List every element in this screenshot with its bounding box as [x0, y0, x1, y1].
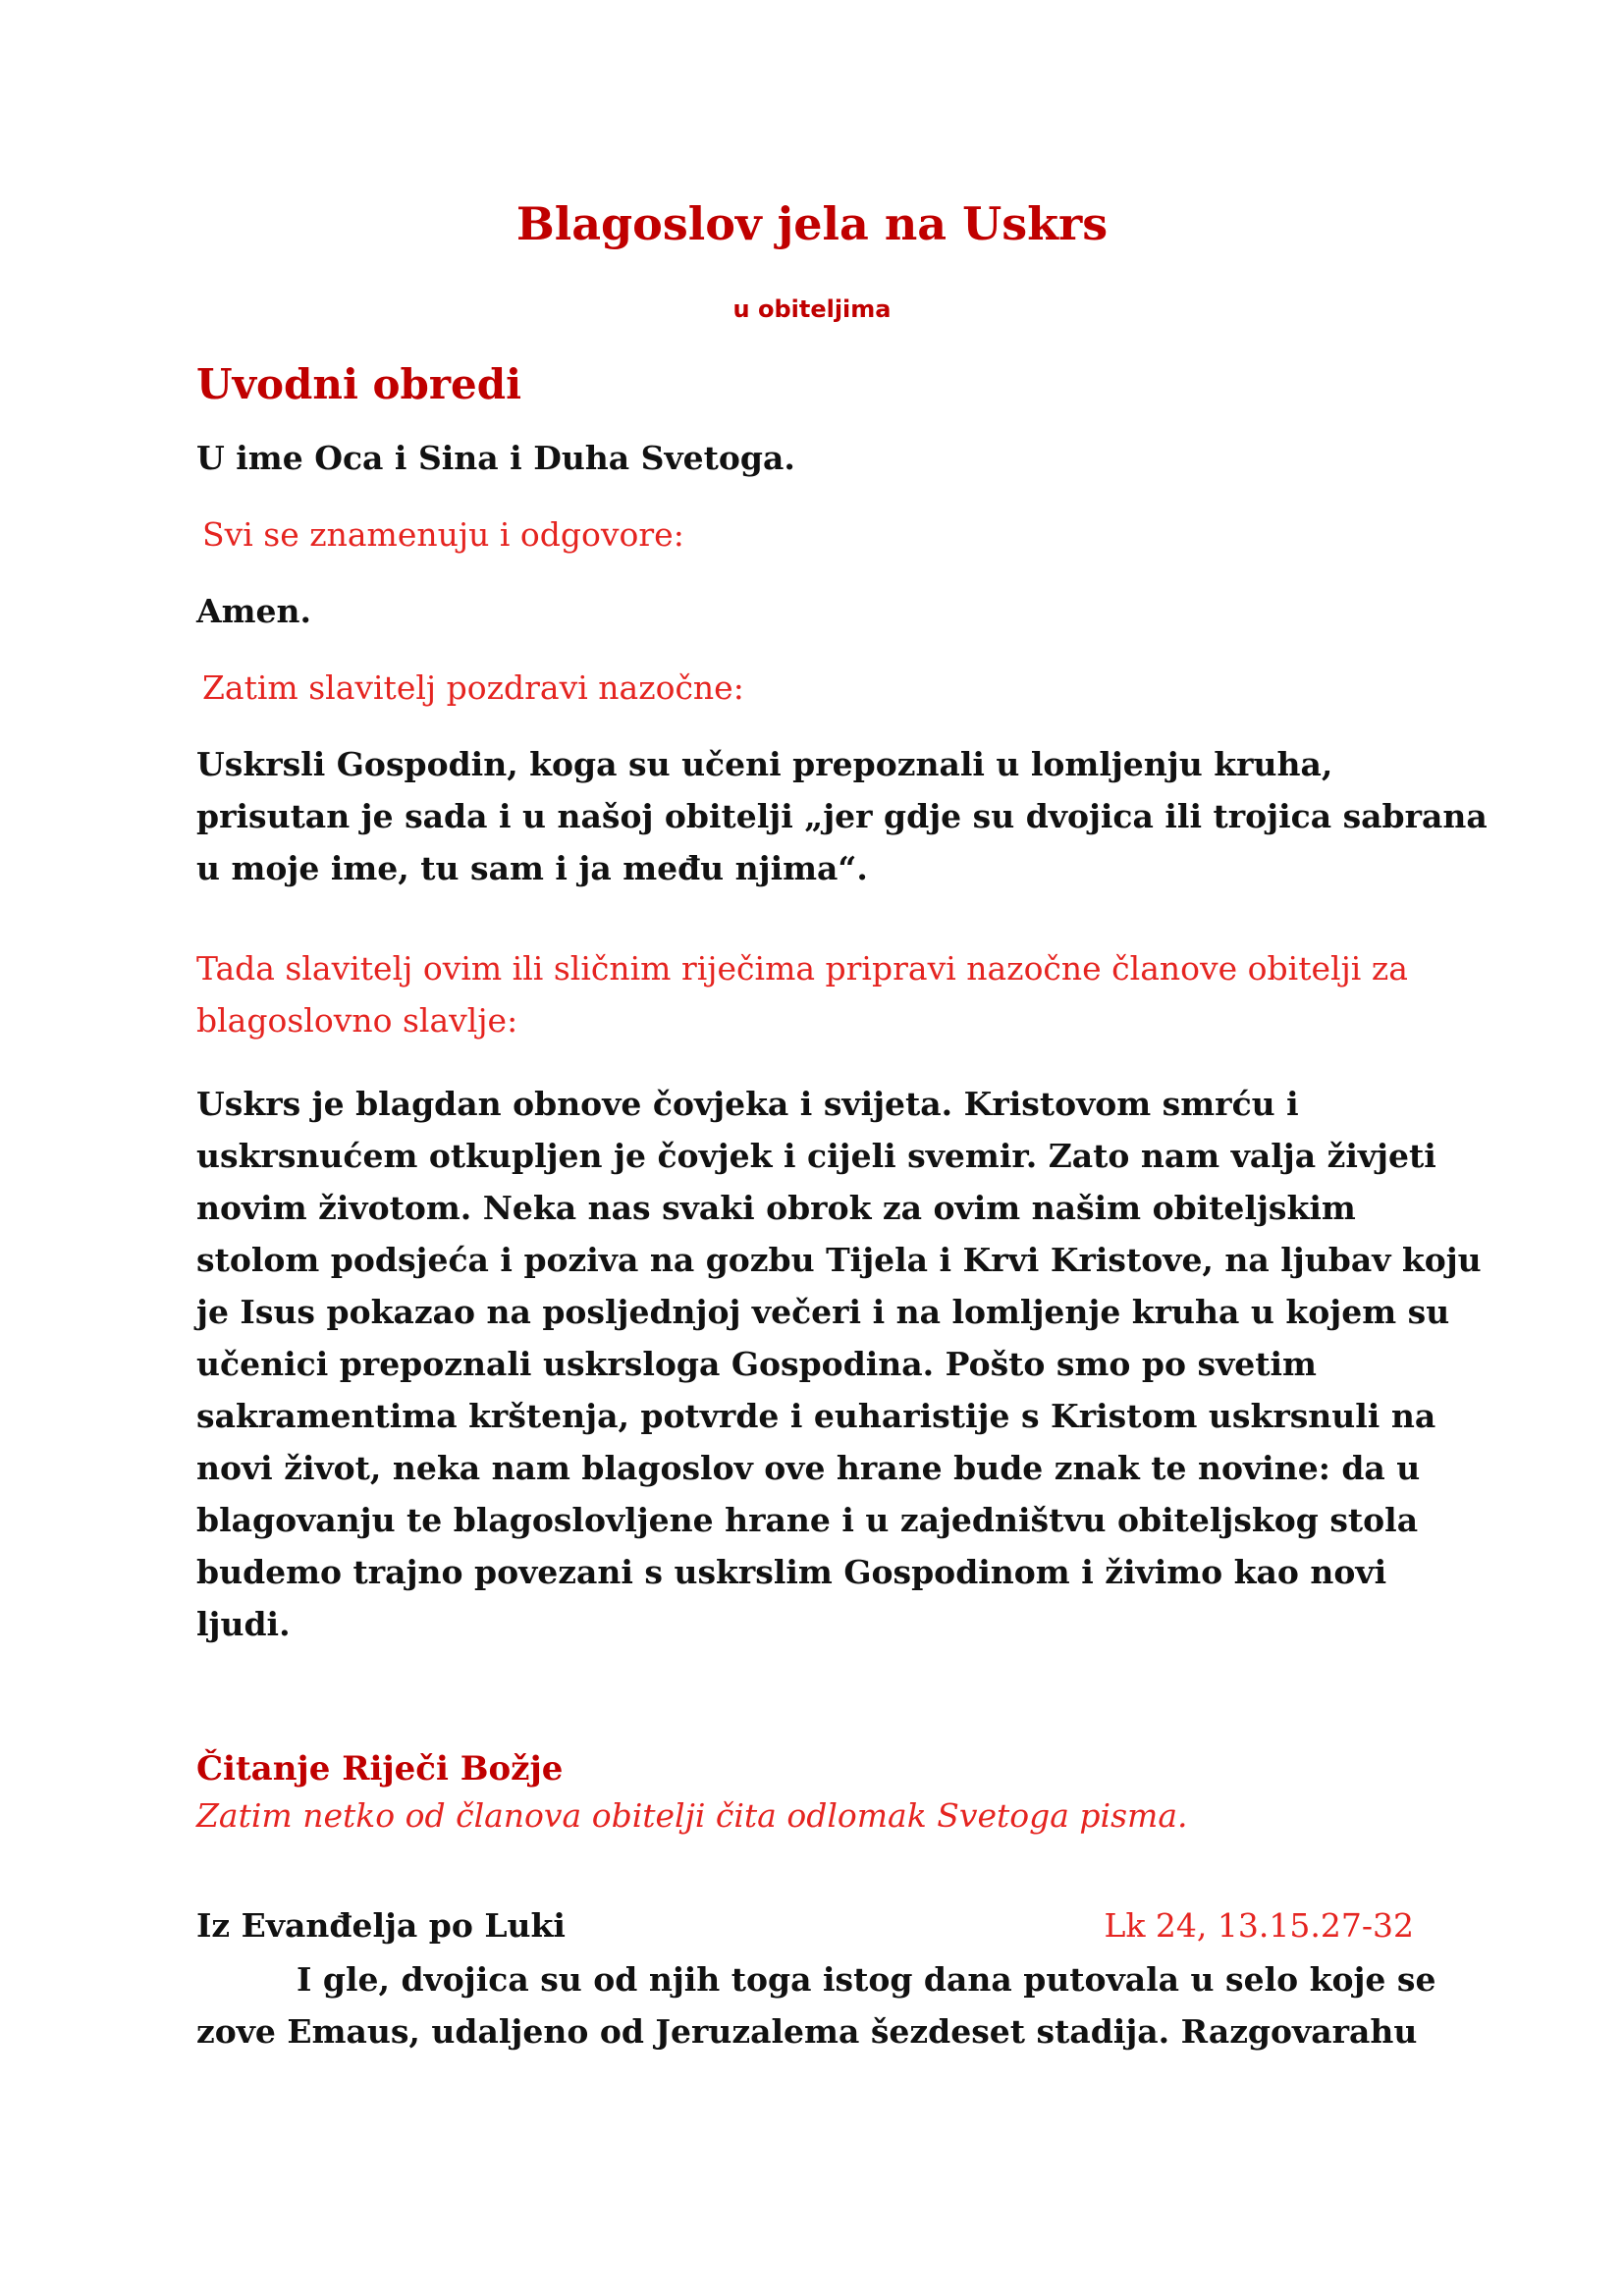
section-heading-intro: Uvodni obredi: [196, 360, 522, 408]
rubric-prepare-paragraph: [196, 942, 1434, 1046]
gospel-text: [196, 1953, 1434, 2057]
rubric-sign-of-cross: Svi se znamenuju i odgovore:: [202, 515, 684, 554]
greeting-paragraph: [196, 738, 1488, 894]
paragraph-line: stolom podsjeća i poziva na gozbu Tijela i Krvi Kristove, na ljubav koju: [196, 1241, 1482, 1279]
section-heading-reading: Čitanje Riječi Božje: [196, 1749, 564, 1789]
paragraph-line: prisutan je sada i u našoj obitelji „jer gdje su dvojica ili trojica sabrana: [196, 797, 1488, 835]
rubric-greeting: Zatim slavitelj pozdravi nazočne:: [202, 668, 744, 707]
paragraph-line: ljudi.: [196, 1605, 291, 1643]
paragraph-line: blagoslovno slavlje:: [196, 1001, 518, 1040]
reading-rubric: Zatim netko od članova obitelji čita odlomak Svetoga pisma.: [196, 1796, 1188, 1835]
paragraph-line: je Isus pokazao na posljednjoj večeri i na lomljenje kruha u kojem su: [196, 1293, 1450, 1331]
paragraph-line: Uskrsli Gospodin, koga su učeni prepoznali u lomljenju kruha,: [196, 745, 1333, 783]
paragraph-line: učenici prepoznali uskrsloga Gospodina. Pošto smo po svetim: [196, 1345, 1317, 1383]
paragraph-line: novi život, neka nam blagoslov ove hrane bude znak te novine: da u: [196, 1449, 1421, 1487]
gospel-line: I gle, dvojica su od njih toga istog dana putovala u selo koje se: [297, 1960, 1436, 1999]
paragraph-line: novim životom. Neka nas svaki obrok za ovim našim obiteljskim: [196, 1189, 1356, 1227]
paragraph-line: Uskrs je blagdan obnove čovjeka i svijeta. Kristovom smrću i: [196, 1085, 1299, 1123]
exhortation-paragraph: [196, 1078, 1482, 1650]
paragraph-line: budemo trajno povezani s uskrslim Gospodinom i živimo kao novi: [196, 1553, 1387, 1591]
gospel-line: zove Emaus, udaljeno od Jeruzalema šezdeset stadija. Razgovarahu: [196, 2012, 1418, 2051]
invocation-text: U ime Oca i Sina i Duha Svetoga.: [196, 439, 795, 477]
document-subtitle: u obiteljima: [732, 295, 892, 323]
paragraph-line: Tada slavitelj ovim ili sličnim riječima pripravi nazočne članove obitelji za: [196, 949, 1408, 988]
paragraph-line: u moje ime, tu sam i ja među njima“.: [196, 849, 868, 887]
response-amen: Amen.: [196, 592, 311, 630]
gospel-reference: Lk 24, 13.15.27-32: [1104, 1906, 1414, 1945]
paragraph-line: sakramentima krštenja, potvrde i euharistije s Kristom uskrsnuli na: [196, 1397, 1436, 1435]
paragraph-line: blagovanju te blagoslovljene hrane i u zajedništvu obiteljskog stola: [196, 1501, 1419, 1539]
paragraph-line: uskrsnućem otkupljen je čovjek i cijeli svemir. Zato nam valja živjeti: [196, 1137, 1436, 1175]
gospel-source: Iz Evanđelja po Luki: [196, 1906, 566, 1945]
document-title: Blagoslov jela na Uskrs: [515, 197, 1109, 250]
